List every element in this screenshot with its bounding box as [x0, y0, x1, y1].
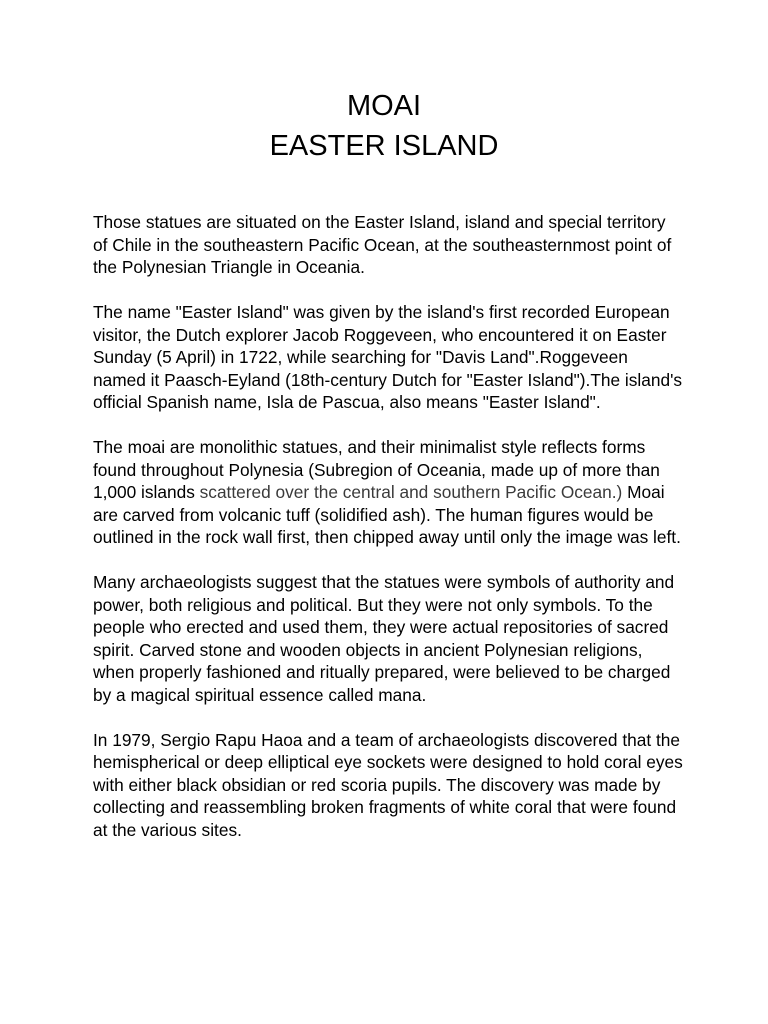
document-body [93, 211, 683, 864]
paragraph-symbolism: Many archaeologists suggest that the statues were symbols of authority and power, both religious and political. But they were not only symbols. To the people who erected and used them, they were actual repositories of sacred spirit. Carved stone and wooden objects in ancient Polynesian religions, when properly fashioned and ritually prepared, were believed to be charged by a magical spiritual essence called mana. [93, 572, 675, 705]
paragraph-moai-style-part2: scattered over the central and southern Pacific Ocean.) [199, 482, 623, 502]
page-title [0, 86, 768, 166]
paragraph-name-origin: The name "Easter Island" was given by the island's first recorded European visitor, the Dutch explorer Jacob Roggeveen, who encountered it on Easter Sunday (5 April) in 1722, while searching for "Davis Land".Roggeveen named it Paasch-Eyland (18th-century Dutch for "Easter Island").The island's official Spanish name, Isla de Pascua, also means "Easter Island". [93, 302, 683, 412]
paragraph-moai-style [93, 436, 683, 549]
paragraph-location: Those statues are situated on the Easter Island, island and special territory of Chile in the southeastern Pacific Ocean, at the southeasternmost point of the Polynesian Triangle in Oceania. [93, 212, 672, 277]
paragraph-moai-style-part3: Moai are carved from volcanic tuff (solidified ash). The human figures would be outlined in the rock wall first, then chipped away until only the image was left. [93, 482, 681, 547]
title-line-moai: MOAI [346, 90, 422, 122]
paragraph-coral-eyes: In 1979, Sergio Rapu Haoa and a team of archaeologists discovered that the hemispherical or deep elliptical eye sockets were designed to hold coral eyes with either black obsidian or red scoria pupils. The discovery was made by collecting and reassembling broken fragments of white coral that were found at the various sites. [93, 729, 683, 840]
paragraph-moai-style-part1: The moai are monolithic statues, and their minimalist style reflects forms found throughout Polynesia (Subregion of Oceania, made up of more than 1,000 islands [93, 437, 660, 502]
title-line-easter-island: EASTER ISLAND [269, 130, 499, 162]
